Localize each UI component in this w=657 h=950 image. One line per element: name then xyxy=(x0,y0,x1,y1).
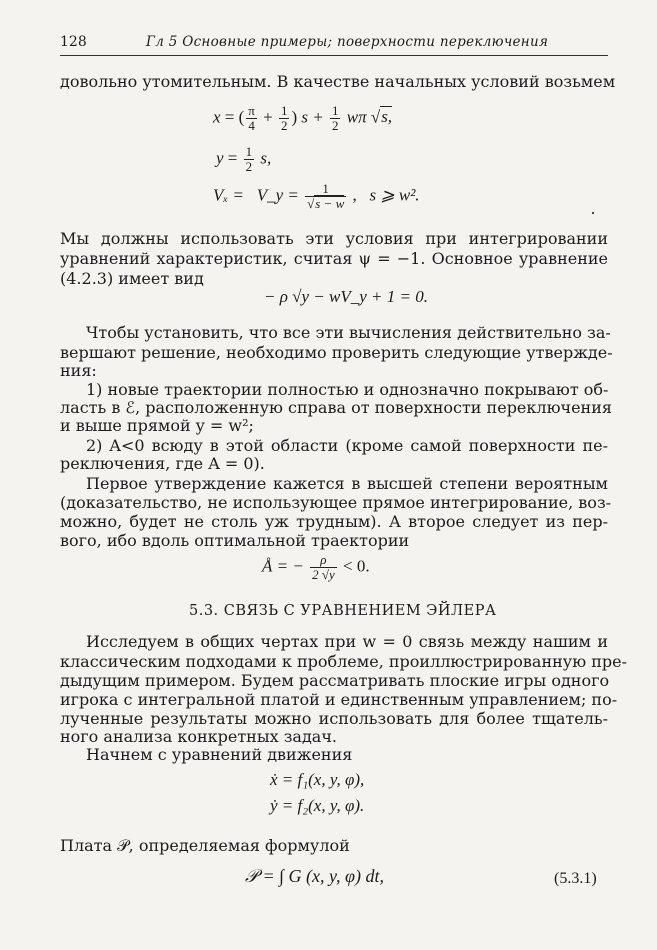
equation-y: y = $\frac{1}{2}$ s, xyxy=(216,144,272,174)
text-line: 2) A<0 всюду в этой области (кроме самой поверхности пе- xyxy=(86,436,608,455)
text-line: Начнем с уравнений движения xyxy=(86,745,353,764)
running-head: Гл 5 Основные примеры; поверхности переключения xyxy=(146,34,549,50)
text-line: Чтобы установить, что все эти вычисления действительно за- xyxy=(86,323,611,342)
text-line: лученные результаты можно использовать для более тщатель- xyxy=(60,709,608,728)
text-line: вого, ибо вдоль оптимальной траектории xyxy=(60,531,410,550)
print-speck xyxy=(592,212,594,214)
page-header xyxy=(60,30,608,52)
equation-a-dot: Å = − $\frac{\rho}{2 √y}$ < 0. xyxy=(262,552,370,582)
equation-motion-y: ẏ = f₂(x, y, φ). xyxy=(270,796,365,815)
equation-number: (5.3.1) xyxy=(554,870,597,887)
equation-payoff: 𝒫 = ∫ G (x, y, φ) dt, xyxy=(245,866,384,886)
text-line: игрока с интегральной платой и единственным управлением; по- xyxy=(60,690,618,709)
text-line: классическим подходами к проблеме, проиллюстрированную пре- xyxy=(60,652,627,671)
text-line: Первое утверждение кажется в высшей степени вероятным xyxy=(86,474,608,493)
text-line: реключения, где A = 0). xyxy=(60,454,265,473)
text-line: и выше прямой y = w²; xyxy=(60,416,254,435)
equation-x: x = ( $\frac{\pi}{4}$ + $\frac{1}{2}$ ) s + $\frac{1}{2}$ wπ √s, xyxy=(213,103,393,133)
text-line: дыдущим примером. Будем рассматривать плоские игры одного xyxy=(60,671,610,690)
header-rule xyxy=(60,55,608,56)
text-line: Плата 𝒫, определяемая формулой xyxy=(60,836,350,855)
text-line: (4.2.3) имеет вид xyxy=(60,269,204,288)
text-line: 1) новые траектории полностью и однозначно покрывают об- xyxy=(86,380,609,399)
text-line: вершают решение, необходимо проверить следующие утвержде- xyxy=(60,343,613,362)
text-line: Мы должны использовать эти условия при интегрировании xyxy=(60,229,608,248)
text-line: ния: xyxy=(60,361,97,380)
equation-v: Vₓ = V_y = $\frac{1}{√s - w}$ , s ⩾ w². xyxy=(213,181,420,211)
text-line: ного анализа конкретных задач. xyxy=(60,727,338,746)
text-line: ласть в ℰ, расположенную справа от поверхности переключения xyxy=(60,398,612,417)
text-line: Исследуем в общих чертах при w = 0 связь между нашим и xyxy=(86,632,608,651)
page-number: 128 xyxy=(60,34,87,50)
equation-main: − ρ √y − wV_y + 1 = 0. xyxy=(264,287,428,306)
section-heading: 5.3. СВЯЗЬ С УРАВНЕНИЕМ ЭЙЛЕРА xyxy=(189,603,497,619)
text-line: можно, будет не столь уж трудным). А второе следует из пер- xyxy=(60,512,608,531)
text-line: уравнений характеристик, считая ψ = −1. Основное уравнение xyxy=(60,249,608,268)
equation-motion-x: ẋ = f₁(x, y, φ), xyxy=(270,770,365,789)
text-line: довольно утомительным. В качестве начальных условий возьмем xyxy=(60,72,616,91)
text-line: (доказательство, не использующее прямое интегрирование, воз- xyxy=(60,493,612,512)
